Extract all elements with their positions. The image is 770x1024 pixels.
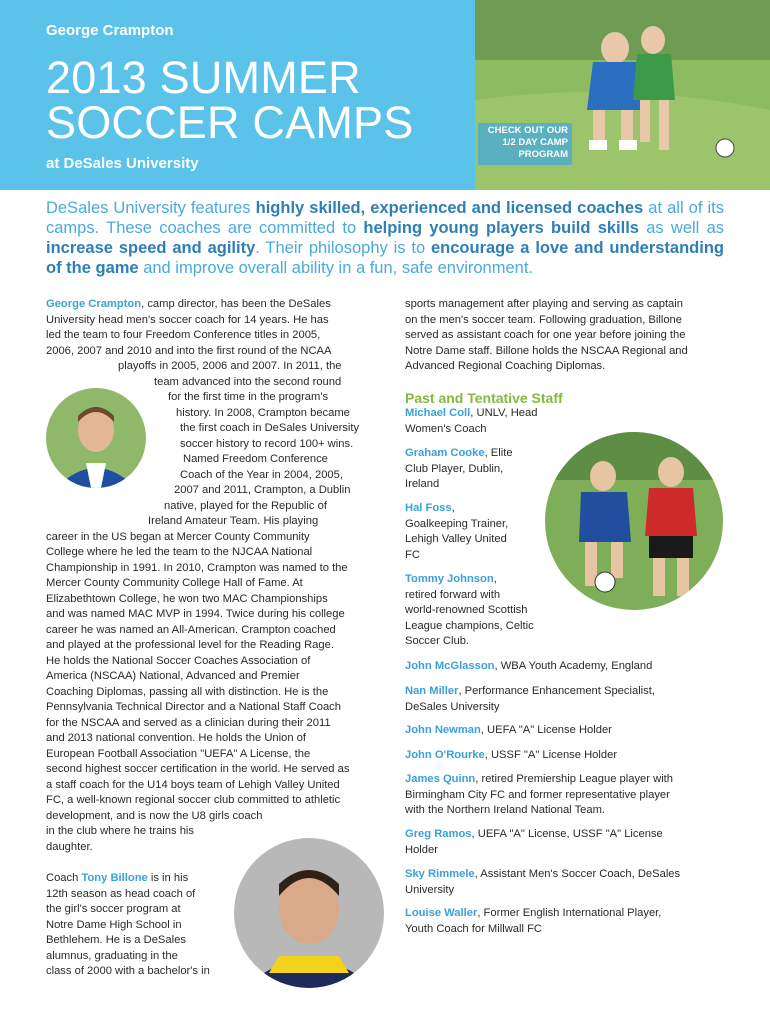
- staff-name: John O'Rourke: [405, 749, 485, 761]
- staff-line: [405, 906, 725, 922]
- staff-item-louise-waller: [405, 906, 725, 937]
- bio-line: for the NSCAA and served as a clinician during their 2011: [46, 716, 331, 729]
- staff-item-james-quinn: [405, 772, 725, 819]
- staff-line: League champions, Celtic: [405, 619, 534, 632]
- bio-line: Notre Dame High School in: [46, 918, 182, 931]
- staff-name: John McGlasson: [405, 660, 495, 672]
- staff-item-john-orourke: [405, 748, 725, 764]
- intro-bold-1: highly skilled, experienced and licensed coaches: [255, 199, 644, 217]
- staff-line: [405, 867, 725, 883]
- bio-line: native, played for the Republic of: [164, 499, 327, 512]
- staff-line: Women's Coach: [405, 422, 487, 435]
- staff-name: Graham Cooke: [405, 447, 485, 459]
- bio-line: 2007 and 2011, Crampton, a Dublin: [174, 484, 351, 496]
- staff-text: , Assistant Men's Soccer Coach, DeSales: [474, 868, 681, 880]
- staff-line: [405, 723, 725, 739]
- bio-line: [46, 871, 226, 887]
- bio-line: University head men's soccer coach for 14 years. He has: [46, 313, 329, 326]
- staff-line: [405, 659, 725, 675]
- bio-line: 12th season as head coach of: [46, 887, 196, 900]
- bio-line: Notre Dame staff. Billone holds the NSCAA Regional and: [405, 344, 688, 357]
- bio-line: on the men's soccer team. Following graduation, Billone: [405, 313, 682, 326]
- crampton-name: George Crampton: [46, 298, 142, 310]
- staff-text: , retired Premiership League player with: [475, 773, 674, 785]
- staff-line: world-renowned Scottish: [405, 604, 528, 616]
- staff-text: , Elite: [484, 447, 513, 459]
- promo-line-3: PROGRAM: [518, 149, 568, 160]
- staff-name: Hal Foss: [405, 502, 452, 514]
- bio-line: and was named MAC MVP in 1994. Twice during his college: [46, 608, 345, 620]
- header-location: at DeSales University: [46, 155, 199, 172]
- staff-line: [405, 684, 725, 700]
- staff-item-john-mcglasson: [405, 659, 725, 675]
- staff-name: James Quinn: [405, 773, 476, 785]
- intro-bold-3: increase speed and agility: [46, 239, 256, 257]
- staff-line: [405, 572, 550, 588]
- bio-line: Elizabethtown College, he won two MAC Championships: [46, 592, 328, 605]
- staff-text: ,: [493, 573, 497, 585]
- bio-line: class of 2000 with a bachelor's in: [46, 965, 210, 977]
- bio-line: Coach of the Year in 2004, 2005,: [180, 468, 343, 481]
- bio-text: is in his: [147, 872, 189, 884]
- title-line-1: 2013 SUMMER: [46, 52, 361, 103]
- bio-line: second highest soccer certification in the world. He served as: [46, 763, 350, 775]
- staff-text: ,: [451, 502, 455, 514]
- staff-item-greg-ramos: [405, 827, 725, 858]
- bio-line: career in the US began at Mercer County Community: [46, 530, 310, 543]
- bio-line: Pennsylvania Technical Director and a National Staff Coach: [46, 701, 341, 713]
- bio-line: team advanced into the second round: [154, 375, 342, 388]
- staff-item-hal-foss: [405, 501, 540, 563]
- half-day-camp-badge[interactable]: [478, 123, 572, 165]
- staff-line: Ireland: [405, 478, 440, 490]
- staff-line: Club Player, Dublin,: [405, 462, 504, 475]
- bio-line: daughter.: [46, 840, 93, 853]
- staff-name: Sky Rimmele: [405, 868, 475, 880]
- staff-text: , Performance Enhancement Specialist,: [458, 685, 655, 697]
- crampton-bio: [46, 297, 374, 855]
- staff-text: , Former English International Player,: [477, 907, 662, 919]
- intro-text-1: DeSales University features: [46, 199, 256, 217]
- bio-line: Named Freedom Conference: [183, 453, 328, 465]
- bio-line: sports management after playing and serving as captain: [405, 298, 683, 310]
- staff-line: Soccer Club.: [405, 635, 470, 647]
- billone-bio-continued: [405, 297, 725, 375]
- staff-name: Greg Ramos: [405, 828, 472, 840]
- bio-line: He holds the National Soccer Coaches Association of: [46, 654, 311, 667]
- staff-item-graham-cooke: [405, 446, 540, 493]
- staff-item-michael-coll: [405, 406, 555, 437]
- staff-heading: Past and Tentative Staff: [405, 390, 563, 406]
- promo-line-2: 1/2 DAY CAMP: [502, 137, 568, 148]
- bio-line: the first coach in DeSales University: [180, 422, 360, 434]
- bio-line: the girl's soccer program at: [46, 903, 181, 915]
- bio-line: served as assistant coach for one year before joining the: [405, 329, 686, 341]
- billone-portrait: [234, 838, 384, 988]
- staff-line: [405, 748, 725, 764]
- intro-bold-2: helping young players build skills: [363, 219, 639, 237]
- bio-line: led the team to four Freedom Conference titles in 2005,: [46, 329, 321, 341]
- staff-line: [405, 406, 555, 422]
- staff-text: , USSF "A" License Holder: [484, 749, 618, 761]
- staff-line: FC: [405, 548, 420, 561]
- bio-line: Advanced Regional Coaching Diplomas.: [405, 360, 606, 372]
- bio-line: [46, 297, 374, 313]
- staff-text: , UEFA "A" License Holder: [480, 724, 612, 736]
- staff-item-sky-rimmele: [405, 867, 725, 898]
- staff-item-john-newman: [405, 723, 725, 739]
- billone-name: Tony Billone: [81, 872, 148, 884]
- bio-line: career he was named an All-American. Crampton coached: [46, 623, 336, 636]
- intro-bold-4: encourage a love and understanding of the game: [46, 239, 724, 277]
- staff-name: John Newman: [405, 724, 481, 736]
- staff-line: Lehigh Valley United: [405, 533, 507, 545]
- bio-line: College where he led the team to the NJCAA National: [46, 546, 313, 558]
- intro-paragraph: [46, 198, 724, 278]
- staff-line: [405, 501, 540, 517]
- staff-text: , UNLV, Head: [470, 407, 538, 419]
- bio-line: Championship in 1991. In 2010, Crampton was named to the: [46, 561, 348, 574]
- bio-line: Mercer County Community College Hall of Fame. At: [46, 577, 303, 589]
- staff-line: [405, 446, 540, 462]
- bio-line: European Football Association "UEFA" A License, the: [46, 747, 311, 760]
- staff-line: Youth Coach for Millwall FC: [405, 922, 542, 935]
- staff-name: Nan Miller: [405, 685, 459, 697]
- header-banner: [0, 0, 475, 190]
- bio-line: Ireland Amateur Team. His playing: [148, 515, 319, 527]
- staff-line: DeSales University: [405, 700, 500, 713]
- bio-line: and played at the professional level for the Reading Rage.: [46, 639, 334, 651]
- staff-line: with the Northern Ireland National Team.: [405, 804, 606, 816]
- intro-text-5: and improve overall ability in a fun, safe environment.: [138, 259, 533, 277]
- staff-line: Holder: [405, 843, 438, 856]
- staff-text: , UEFA "A" License, USSF "A" License: [471, 828, 663, 840]
- billone-pre: Coach: [46, 872, 82, 884]
- title-line-2: SOCCER CAMPS: [46, 97, 414, 148]
- header-subtitle: George Crampton: [46, 22, 174, 39]
- bio-line: for the first time in the program's: [168, 391, 329, 403]
- staff-name: Michael Coll: [405, 407, 471, 419]
- intro-text-2: at all of its camps. These coaches are committed to: [46, 199, 725, 237]
- intro-text-4: . Their philosophy is to: [255, 239, 431, 257]
- staff-line: [405, 827, 725, 843]
- staff-line: Goalkeeping Trainer,: [405, 517, 509, 530]
- staff-line: Birmingham City FC and former representative player: [405, 788, 670, 801]
- staff-line: retired forward with: [405, 588, 501, 601]
- staff-line: University: [405, 883, 455, 896]
- bio-line: and 2013 national convention. He holds the Union of: [46, 732, 306, 744]
- staff-photo-illustration: [545, 432, 723, 610]
- bio-line: FC, a well-known regional soccer club committed to athletic: [46, 794, 341, 806]
- bio-line: history. In 2008, Crampton became: [176, 406, 350, 419]
- staff-text: , WBA Youth Academy, England: [494, 660, 653, 672]
- staff-item-nan-miller: [405, 684, 725, 715]
- bio-line: Bethlehem. He is a DeSales: [46, 934, 186, 946]
- staff-line: [405, 772, 725, 788]
- bio-line: playoffs in 2005, 2006 and 2007. In 2011, the: [118, 360, 342, 372]
- promo-line-1: CHECK OUT OUR: [487, 125, 568, 136]
- staff-photo-kids-soccer: [545, 432, 723, 610]
- bio-line: America (NSCAA) National, Advanced and Premier: [46, 670, 300, 682]
- bio-line: 2006, 2007 and 2010 and into the first round of the NCAA: [46, 344, 332, 357]
- bio-text: , camp director, has been the DeSales: [141, 298, 331, 310]
- bio-line: development, and is now the U8 girls coach: [46, 809, 263, 822]
- billone-portrait-illustration: [234, 838, 384, 988]
- staff-name: Tommy Johnson: [405, 573, 494, 585]
- bio-line: a staff coach for the U14 boys team of Lehigh Valley United: [46, 778, 340, 791]
- staff-item-tommy-johnson: [405, 572, 550, 650]
- intro-text-3: as well as: [638, 219, 724, 237]
- page-title: [46, 52, 414, 148]
- bio-line: Coaching Diplomas, passing all with distinction. He is the: [46, 685, 329, 698]
- bio-line: alumnus, graduating in the: [46, 949, 178, 962]
- bio-line: in the club where he trains his: [46, 825, 195, 837]
- billone-bio: [46, 871, 226, 980]
- staff-name: Louise Waller: [405, 907, 478, 919]
- bio-line: soccer history to record 100+ wins.: [180, 437, 354, 450]
